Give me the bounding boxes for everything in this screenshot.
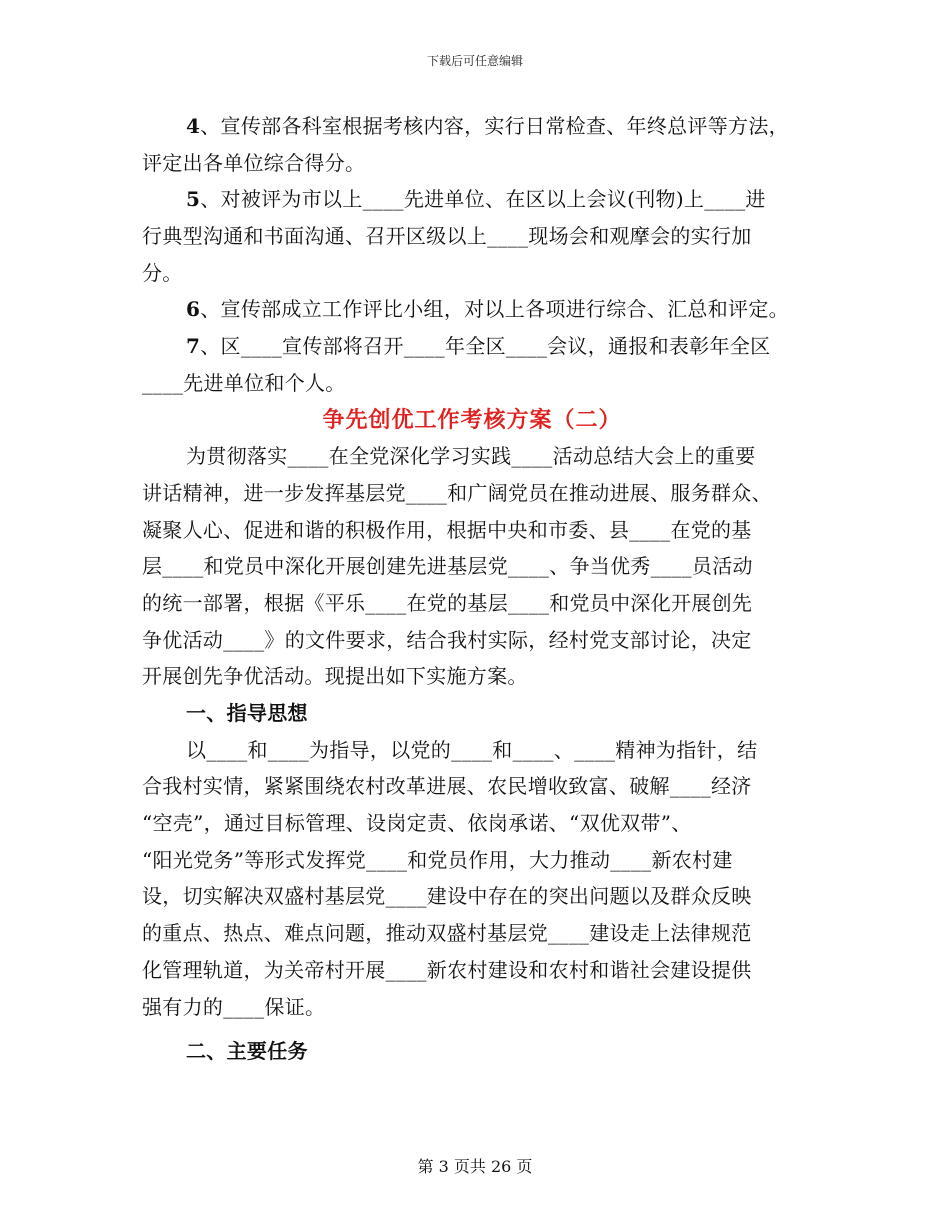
item-5-line-1: 5、对被评为市以上____先进单位、在区以上会议(刊物)上____进 — [186, 187, 766, 212]
intro-line: 争优活动____》的文件要求，结合我村实际，经村党支部讨论，决定 — [142, 627, 752, 652]
section1-line: 强有力的____保证。 — [142, 994, 326, 1019]
item-5-line-3: 分。 — [142, 260, 183, 285]
document-body — [142, 108, 822, 1070]
section1-line: 以____和____为指导，以党的____和____、____精神为指针，结 — [186, 737, 758, 762]
item-4-line-2: 评定出各单位综合得分。 — [142, 150, 366, 175]
section1-line: “空壳”，通过目标管理、设岗定责、依岗承诺、“双优双带”、 — [142, 811, 692, 836]
item-number: 4 — [186, 114, 201, 138]
intro-line: 讲话精神，进一步发挥基层党____和广阔党员在推动进展、服务群众、 — [142, 480, 772, 505]
intro-line: 层____和党员中深化开展创建先进基层党____、争当优秀____员活动 — [142, 554, 753, 579]
page-header: 下载后可任意编辑 — [426, 54, 523, 68]
section1-line: 的重点、热点、难点问题，推动双盛村基层党____建设走上法律规范 — [142, 921, 752, 946]
section-heading-main-tasks: 二、主要任务 — [186, 1039, 308, 1064]
section1-line: 设，切实解决双盛村基层党____建设中存在的突出问题以及群众反映 — [142, 884, 752, 909]
item-7-line-1: 7、区____宣传部将召开____年全区____会议，通报和表彰年全区 — [186, 334, 771, 359]
document-title: 争先创优工作考核方案（二） — [322, 406, 622, 433]
section-heading-guiding-ideology: 一、指导思想 — [186, 701, 308, 725]
section1-line: 合我村实情，紧紧围绕农村改革进展、农民增收致富、破解____经济 — [142, 774, 752, 799]
spacer — [142, 1025, 822, 1033]
item-number: 7 — [186, 334, 201, 359]
item-5-line-2: 行典型沟通和书面沟通、召开区级以上____现场会和观摩会的实行加 — [142, 224, 752, 249]
item-4-line-1: 4、宣传部各科室根据考核内容，实行日常检查、年终总评等方法， — [186, 114, 789, 138]
item-6-line-1: 6、宣传部成立工作评比小组，对以上各项进行综合、汇总和评定。 — [186, 297, 789, 322]
intro-line: 为贯彻落实____在全党深化学习实践____活动总结大会上的重要 — [186, 444, 756, 469]
intro-line: 开展创先争优活动。现提出如下实施方案。 — [142, 664, 528, 689]
item-7-line-2: ____先进单位和个人。 — [142, 370, 346, 395]
page-footer: 第 3 页共 26 页 — [417, 1157, 533, 1176]
section1-line: 化管理轨道，为关帝村开展____新农村建设和农村和谐社会建设提供 — [142, 957, 752, 982]
item-number: 6 — [186, 297, 201, 322]
intro-line: 凝聚人心、促进和谐的积极作用，根据中央和市委、县____在党的基 — [142, 517, 752, 542]
item-number: 5 — [186, 187, 201, 212]
intro-line: 的统一部署，根据《平乐____在党的基层____和党员中深化开展创先 — [142, 590, 753, 615]
section1-line: “阳光党务”等形式发挥党____和党员作用，大力推动____新农村建 — [142, 847, 733, 872]
